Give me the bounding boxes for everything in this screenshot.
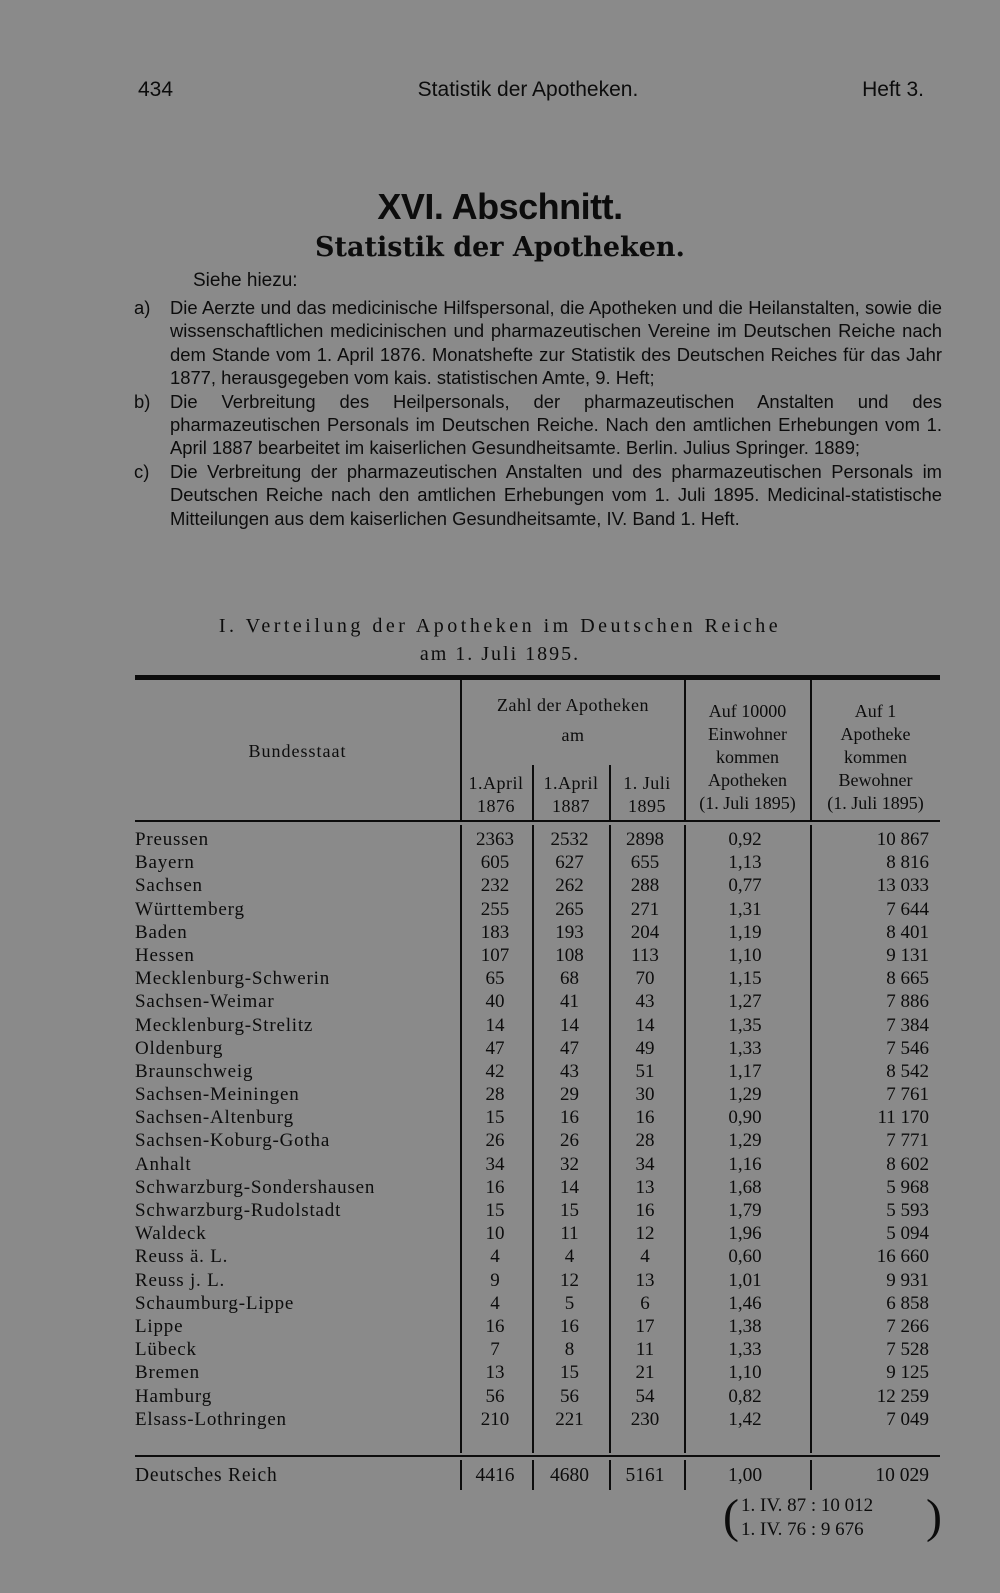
header-1895 <box>610 772 684 818</box>
value-1887: 43 <box>560 1060 579 1082</box>
value-1876: 16 <box>485 1176 505 1198</box>
value-1876: 183 <box>480 921 510 943</box>
value-per-10000: 1,13 <box>728 852 762 874</box>
table-row <box>135 851 940 874</box>
value-1895: 4 <box>640 1246 650 1268</box>
value-per-apotheke: 11 170 <box>877 1107 929 1129</box>
table-subtitle: am 1. Juli 1895. <box>419 643 581 665</box>
state-name: Hessen <box>135 944 195 966</box>
value-1887: 16 <box>560 1315 579 1337</box>
value-1895: 271 <box>630 898 660 920</box>
table-row <box>135 1129 940 1152</box>
reference-label: b) <box>134 390 151 412</box>
value-per-10000: 1,29 <box>728 1084 762 1106</box>
reference-text: Die Verbreitung des Heilpersonals, der pharmazeutischen Anstalten und des pharmazeutischen Personals im Deutschen Reiche. Nach den amtlichen Erhebungen vom 1. April 1887 bearbeitet im kaiserlichen Gesundheitsamte. Berlin. Julius Springer. 1889; <box>170 390 942 459</box>
value-1895: 28 <box>635 1130 655 1152</box>
value-1895: 288 <box>630 875 660 897</box>
reference-list <box>130 296 942 530</box>
table-row <box>135 944 940 967</box>
value-1876: 2363 <box>476 829 514 850</box>
reference-label: c) <box>134 460 150 482</box>
header-1876-line1: 1.April <box>468 773 524 793</box>
state-name: Lübeck <box>135 1339 197 1361</box>
header-1887-line2: 1887 <box>552 796 590 816</box>
value-1895: 49 <box>635 1037 655 1059</box>
value-1887: 108 <box>555 944 584 966</box>
value-per-10000: 1,29 <box>728 1130 762 1152</box>
table-row <box>135 1269 940 1292</box>
header-d-line: Apotheken <box>708 770 787 790</box>
value-per-10000: 1,33 <box>728 1339 762 1361</box>
state-name: Reuss j. L. <box>135 1269 226 1291</box>
value-per-apotheke: 7 771 <box>886 1130 929 1152</box>
value-1895: 655 <box>630 852 660 874</box>
value-1887: 5 <box>564 1292 575 1314</box>
state-name: Schwarzburg-Rudolstadt <box>135 1200 342 1221</box>
value-per-10000: 1,68 <box>728 1176 762 1198</box>
table-row <box>135 828 940 851</box>
header-d-line: (1. Juli 1895) <box>699 793 796 813</box>
value-per-apotheke: 7 384 <box>886 1014 929 1036</box>
table-row <box>135 967 940 990</box>
header-1876 <box>460 772 532 818</box>
value-per-apotheke: 9 125 <box>886 1362 929 1384</box>
state-name: Elsass-Lothringen <box>135 1408 287 1430</box>
value-per-10000: 0,60 <box>728 1246 762 1268</box>
value-1876: 9 <box>490 1269 500 1291</box>
value-1887: 29 <box>560 1084 579 1106</box>
value-per-10000: 1,01 <box>728 1269 762 1291</box>
value-per-apotheke: 8 401 <box>886 921 929 943</box>
table-row <box>135 874 940 897</box>
header-e-line: Bewohner <box>838 770 913 790</box>
state-name: Schwarzburg-Sondershausen <box>135 1176 376 1198</box>
value-1895: 70 <box>635 968 655 990</box>
value-1895: 17 <box>635 1315 655 1337</box>
value-per-10000: 1,79 <box>728 1200 762 1221</box>
table-row <box>135 1292 940 1315</box>
running-head <box>128 74 928 108</box>
header-bewohner-per-apotheke <box>811 700 940 815</box>
value-1895: 13 <box>635 1176 655 1198</box>
table-row <box>135 1385 940 1408</box>
value-per-10000: 1,16 <box>728 1153 762 1175</box>
value-1887: 15 <box>560 1200 579 1221</box>
value-1887: 262 <box>555 875 584 897</box>
header-1887-line1: 1.April <box>543 773 599 793</box>
value-per-10000: 1,17 <box>728 1060 762 1082</box>
reference-item <box>130 390 942 460</box>
value-1876: 65 <box>485 968 505 990</box>
total-name: Deutsches Reich <box>135 1465 278 1486</box>
state-name: Baden <box>135 921 188 943</box>
header-d-line: kommen <box>716 747 779 767</box>
note-bracket-right: ) <box>926 1490 942 1543</box>
note-line-1876: 1. IV. 76 : 9 676 <box>741 1519 864 1540</box>
value-1887: 193 <box>555 921 584 943</box>
value-1895: 6 <box>640 1292 650 1314</box>
value-per-apotheke: 8 542 <box>886 1060 929 1082</box>
value-1895: 34 <box>635 1153 655 1175</box>
reference-label: a) <box>134 297 151 318</box>
value-1887: 14 <box>560 1176 579 1198</box>
value-1895: 13 <box>635 1269 655 1291</box>
value-1887: 26 <box>560 1130 579 1152</box>
value-1876: 15 <box>485 1200 505 1221</box>
header-1895-line2: 1895 <box>628 796 666 816</box>
value-1887: 68 <box>560 968 579 990</box>
value-1895: 43 <box>635 991 655 1013</box>
value-per-apotheke: 5 094 <box>886 1223 929 1245</box>
value-1876: 107 <box>480 944 510 966</box>
header-e-line: (1. Juli 1895) <box>827 793 924 813</box>
value-1876: 255 <box>480 898 510 920</box>
page-number: 434 <box>138 78 174 101</box>
state-name: Anhalt <box>135 1153 192 1175</box>
running-title: Statistik der Apotheken. <box>417 78 639 101</box>
value-per-apotheke: 7 266 <box>886 1315 929 1337</box>
table-row <box>135 1361 940 1384</box>
state-name: Württemberg <box>135 898 245 920</box>
table-row <box>135 1153 940 1176</box>
table-row <box>135 1338 940 1361</box>
table-row <box>135 1245 940 1268</box>
value-per-10000: 0,92 <box>728 829 762 850</box>
value-per-10000: 1,10 <box>728 1362 762 1384</box>
value-1887: 15 <box>560 1362 579 1384</box>
value-per-apotheke: 8 665 <box>886 968 929 990</box>
value-1876: 232 <box>480 875 510 897</box>
header-1895-line1: 1. Juli <box>623 773 671 793</box>
value-per-apotheke: 10 867 <box>876 829 929 850</box>
value-per-10000: 1,96 <box>728 1223 762 1245</box>
state-name: Oldenburg <box>135 1037 224 1059</box>
header-bundesstaat: Bundesstaat <box>248 741 347 761</box>
reference-item <box>130 296 942 390</box>
header-e-line: Auf 1 <box>854 701 897 721</box>
value-per-apotheke: 7 644 <box>886 898 929 920</box>
value-1895: 16 <box>635 1107 655 1129</box>
value-per-apotheke: 6 858 <box>886 1292 929 1314</box>
table-row <box>135 1408 940 1431</box>
value-per-10000: 0,82 <box>728 1385 762 1407</box>
value-per-apotheke: 7 546 <box>886 1037 929 1059</box>
state-name: Sachsen-Meiningen <box>135 1084 300 1106</box>
value-1887: 8 <box>564 1339 575 1361</box>
value-1887: 221 <box>555 1408 584 1430</box>
state-name: Sachsen <box>135 875 203 897</box>
value-per-10000: 1,19 <box>728 921 762 943</box>
note-line-1887: 1. IV. 87 : 10 012 <box>741 1495 874 1516</box>
state-name: Sachsen-Altenburg <box>135 1107 294 1129</box>
comparison-note <box>723 1490 943 1543</box>
table-total-row <box>135 1462 940 1490</box>
value-1876: 4 <box>490 1246 500 1268</box>
value-1876: 40 <box>485 991 505 1013</box>
value-per-10000: 1,33 <box>728 1037 762 1059</box>
table-header-rule <box>135 820 940 822</box>
value-1876: 34 <box>485 1153 505 1175</box>
value-1895: 113 <box>631 944 659 966</box>
value-per-10000: 1,27 <box>728 991 762 1013</box>
state-name: Lippe <box>135 1315 184 1337</box>
state-name: Waldeck <box>135 1223 207 1245</box>
reference-text: Die Verbreitung der pharmazeutischen Anstalten und des pharmazeutischen Personals im Deutschen Reiche nach den amtlichen Erhebungen vom 1. Juli 1895. Medicinal-statistische Mitteilungen aus dem kaiserlichen Gesundheitsamte, IV. Band 1. Heft. <box>170 460 942 529</box>
value-1876: 15 <box>485 1107 505 1129</box>
value-per-10000: 1,42 <box>728 1408 762 1430</box>
value-per-apotheke: 7 886 <box>886 991 929 1013</box>
value-1887: 56 <box>560 1385 579 1407</box>
value-per-apotheke: 8 816 <box>886 852 929 874</box>
state-name: Sachsen-Weimar <box>135 991 275 1013</box>
issue-label: Heft 3. <box>862 78 924 101</box>
section-number: XVI. Abschnitt. <box>377 186 623 227</box>
value-1895: 11 <box>635 1339 655 1361</box>
value-per-10000: 1,38 <box>728 1315 762 1337</box>
table-row <box>135 1014 940 1037</box>
state-name: Mecklenburg-Schwerin <box>135 968 331 990</box>
table-row <box>135 990 940 1013</box>
note-bracket-left: ( <box>723 1490 739 1543</box>
value-1876: 16 <box>485 1315 505 1337</box>
value-1876: 210 <box>480 1408 510 1430</box>
value-per-apotheke: 9 131 <box>886 944 929 966</box>
value-1895: 16 <box>635 1200 655 1221</box>
value-per-10000: 1,15 <box>728 968 762 990</box>
value-per-apotheke: 5 593 <box>886 1200 929 1221</box>
table-row <box>135 1199 940 1222</box>
total-per-apotheke: 10 029 <box>875 1465 929 1486</box>
value-1887: 627 <box>555 852 584 874</box>
table-total-rule <box>135 1455 940 1457</box>
state-name: Braunschweig <box>135 1060 254 1082</box>
value-per-apotheke: 12 259 <box>876 1385 929 1407</box>
header-e-line: Apotheke <box>840 724 911 744</box>
state-name: Bremen <box>135 1362 200 1384</box>
value-1895: 2898 <box>626 829 664 850</box>
value-1876: 7 <box>490 1339 500 1361</box>
value-1895: 12 <box>635 1223 655 1245</box>
total-1895: 5161 <box>625 1465 665 1486</box>
value-1887: 47 <box>560 1037 579 1059</box>
value-1895: 230 <box>630 1408 660 1430</box>
value-1895: 51 <box>635 1060 655 1082</box>
section-title: Statistik der Apotheken. <box>315 232 685 263</box>
value-1895: 54 <box>635 1385 655 1407</box>
table-top-rule <box>135 675 940 680</box>
value-1876: 28 <box>485 1084 505 1106</box>
reference-text: Die Aerzte und das medicinische Hilfspersonal, die Apotheken und die Heilanstalten, sowie die wissenschaftlichen medicinischen und pharmazeutischen Vereine im Deutschen Reiche nach dem Stande vom 1. April 1876. Monatshefte zur Statistik des Deutschen Reiches für das Jahr 1877, herausgegeben vom kais. statistischen Amte, 9. Heft; <box>170 297 942 389</box>
value-per-10000: 1,35 <box>728 1014 762 1036</box>
table-title: I. Verteilung der Apotheken im Deutschen Reiche <box>218 615 782 637</box>
state-name: Bayern <box>135 852 195 874</box>
value-per-apotheke: 8 602 <box>886 1153 929 1175</box>
value-1887: 16 <box>560 1107 579 1129</box>
state-name: Mecklenburg-Strelitz <box>135 1014 314 1036</box>
state-name: Schaumburg-Lippe <box>135 1292 295 1314</box>
value-1895: 30 <box>635 1084 655 1106</box>
value-1887: 4 <box>564 1246 575 1268</box>
total-per-10000: 1,00 <box>727 1465 763 1486</box>
header-e-line: kommen <box>844 747 907 767</box>
value-1895: 204 <box>630 921 660 943</box>
header-1887 <box>533 772 609 818</box>
value-1876: 4 <box>490 1292 500 1314</box>
table-row <box>135 1037 940 1060</box>
value-per-apotheke: 7 528 <box>886 1339 929 1361</box>
value-1887: 41 <box>560 991 579 1013</box>
value-1887: 265 <box>555 898 584 920</box>
value-1887: 11 <box>560 1223 579 1245</box>
value-1876: 605 <box>480 852 510 874</box>
value-per-apotheke: 16 660 <box>876 1246 929 1268</box>
value-1887: 32 <box>560 1153 579 1175</box>
references-intro: Siehe hiezu: <box>193 270 298 291</box>
state-name: Reuss ä. L. <box>135 1246 229 1268</box>
header-zahl: Zahl der Apotheken <box>497 695 649 715</box>
value-per-10000: 0,90 <box>728 1107 762 1129</box>
table-row <box>135 1106 940 1129</box>
value-1876: 13 <box>485 1362 505 1384</box>
table-row <box>135 1060 940 1083</box>
value-per-apotheke: 13 033 <box>876 875 929 897</box>
table-row <box>135 1222 940 1245</box>
total-1887: 4680 <box>550 1465 589 1486</box>
value-1876: 47 <box>485 1037 505 1059</box>
value-1895: 14 <box>635 1014 655 1036</box>
reference-item <box>130 460 942 530</box>
value-1887: 2532 <box>550 829 589 850</box>
state-name: Preussen <box>135 829 209 850</box>
state-name: Sachsen-Koburg-Gotha <box>135 1130 331 1152</box>
value-per-10000: 1,46 <box>728 1292 762 1314</box>
table-row <box>135 921 940 944</box>
value-1895: 21 <box>635 1362 655 1384</box>
value-per-apotheke: 7 761 <box>886 1084 929 1106</box>
value-per-10000: 1,31 <box>728 898 762 920</box>
table-row <box>135 898 940 921</box>
value-1876: 26 <box>485 1130 505 1152</box>
header-d-line: Auf 10000 <box>708 701 787 721</box>
header-zahl-am: am <box>561 725 585 745</box>
table-body <box>135 828 940 1431</box>
value-1876: 42 <box>485 1060 505 1082</box>
header-apotheken-per-10000 <box>685 700 810 815</box>
value-per-10000: 1,10 <box>728 944 762 966</box>
header-1876-line2: 1876 <box>477 796 515 816</box>
value-per-apotheke: 9 931 <box>886 1269 929 1291</box>
table-row <box>135 1083 940 1106</box>
table-row <box>135 1176 940 1199</box>
header-d-line: Einwohner <box>708 724 787 744</box>
state-name: Hamburg <box>135 1385 213 1407</box>
value-1887: 12 <box>560 1269 579 1291</box>
table-row <box>135 1315 940 1338</box>
value-1887: 14 <box>560 1014 579 1036</box>
value-per-10000: 0,77 <box>728 875 762 897</box>
value-1876: 10 <box>485 1223 505 1245</box>
value-1876: 14 <box>485 1014 505 1036</box>
value-1876: 56 <box>485 1385 505 1407</box>
total-1876: 4416 <box>475 1465 515 1486</box>
value-per-apotheke: 7 049 <box>886 1408 929 1430</box>
value-per-apotheke: 5 968 <box>886 1176 929 1198</box>
